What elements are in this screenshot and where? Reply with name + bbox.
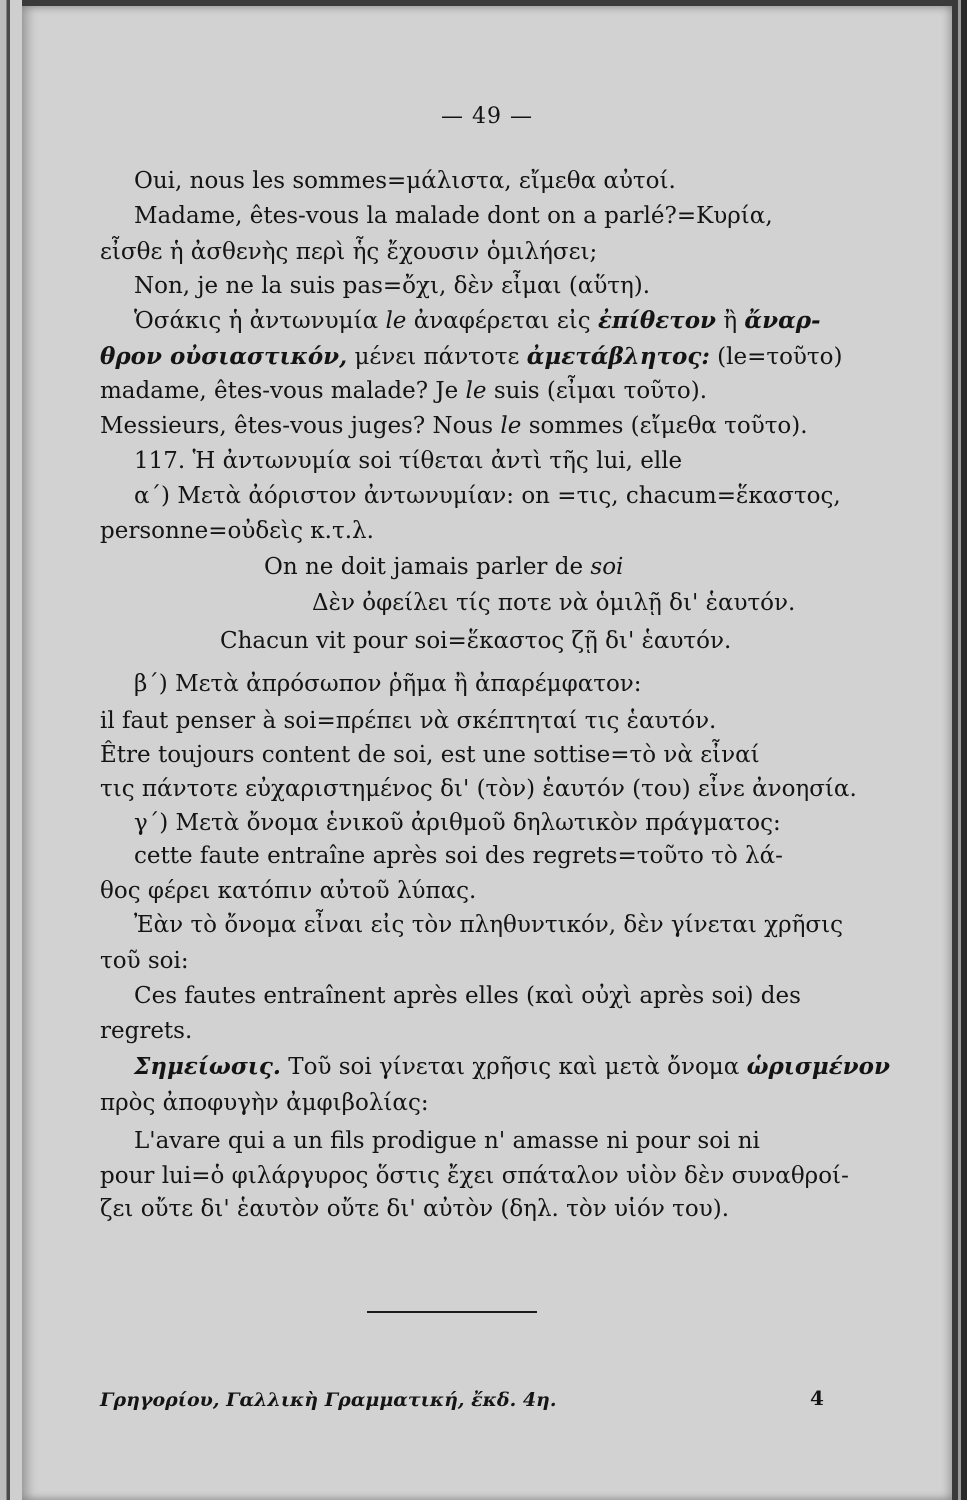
text-span: ἄναρ- [744,307,821,334]
text-line: Ἐὰν τὸ ὄνομα εἶναι εἰς τὸν πληθυντικόν, δὲν γίνεται χρῆσις [134,912,843,938]
text-line [134,1052,894,1082]
text-line: il faut penser à soi=πρέπει νὰ σκέπτηταί τις ἑαυτόν. [100,708,717,734]
text-line: τις πάντοτε εὐχαριστημένος δι' (τὸν) ἑαυτόν (του) εἶνε ἀνοησία. [100,776,857,802]
text-span: Ὁσάκις ἡ ἀντωνυμία [134,308,379,334]
text-line: α΄) Μετὰ ἀόριστον ἀντωνυμίαν: on =τις, chacum=ἕκαστος, [134,483,841,509]
section-rule [367,1311,537,1313]
text-span: ἀναφέρεται εἰς [413,308,591,334]
text-line: personne=οὐδεὶς κ.τ.λ. [100,518,374,544]
text-line: Oui, nous les sommes=μάλιστα, εἴμεθα αὐτοί. [134,168,676,194]
text-line: πρὸς ἀποφυγὴν ἀμφιβολίας: [100,1090,429,1116]
text-line [264,552,967,582]
text-span: madame, êtes-vous malade? Je [100,378,459,404]
text-span: (le=τοῦτο) [717,344,843,370]
text-line: εἶσθε ἡ ἀσθενὴς περὶ ἧς ἔχουσιν ὁμιλήσει; [100,239,598,265]
text-line: 117. Ἡ ἀντωνυμία soi τίθεται ἀντὶ τῆς lui, elle [134,448,683,474]
text-line: γ΄) Μετὰ ὄνομα ἑνικοῦ ἀριθμοῦ δηλωτικὸν πράγματος: [134,810,781,836]
text-line: Ces fautes entraînent après elles (καὶ οὐχὶ après soi) des [134,983,801,1009]
text-line [100,342,860,372]
text-span: sommes (εἴμεθα τοῦτο). [528,413,808,439]
page-number: — 49 — [441,104,533,129]
text-span: ἐπίθετον [597,307,716,334]
text-line: θος φέρει κατόπιν αὐτοῦ λύπας. [100,878,477,904]
text-span: suis (εἶμαι τοῦτο). [493,378,708,404]
page-sheet [22,6,952,1500]
text-span: ἀμετάβλητος: [526,343,710,370]
text-line: Δὲν ὀφείλει τίς ποτε νὰ ὁμιλῇ δι' ἑαυτόν. [312,590,796,616]
text-span: μένει πάντοτε [354,344,520,370]
text-line: Madame, êtes-vous la malade dont on a parlé?=Κυρία, [134,203,773,229]
text-line: Non, je ne la suis pas=ὄχι, δὲν εἶμαι (αὕτη). [134,273,651,299]
text-span: le [465,378,487,404]
text-line: β΄) Μετὰ ἀπρόσωπον ῥῆμα ἢ ἀπαρέμφατον: [134,671,642,697]
text-line [100,411,860,441]
text-line: Chacun vit pour soi=ἕκαστος ζῇ δι' ἑαυτόν. [220,628,732,654]
text-span: le [385,308,407,334]
text-span: Τοῦ soi γίνεται χρῆσις καὶ μετὰ ὄνομα [288,1054,740,1080]
text-span: On ne doit jamais parler de [264,554,584,580]
right-edge [952,0,967,1500]
signature-mark: 4 [810,1386,824,1410]
text-line: cette faute entraîne après soi des regrets=τοῦτο τὸ λά- [134,843,783,869]
text-span: ἢ [723,308,738,334]
text-line [100,376,860,406]
page-text [22,6,952,1500]
text-span: le [500,413,522,439]
text-line [134,306,894,336]
binding-edge [0,0,22,1500]
text-line: Être toujours content de soi, est une sottise=τὸ νὰ εἶναί [100,742,760,768]
footer-citation: Γρηγορίου, Γαλλικὴ Γραμματική, ἔκδ. 4η. [100,1389,557,1411]
note-heading: Σημείωσις. [134,1053,281,1080]
text-span: θρον οὐσιαστικόν, [100,343,348,370]
text-line: L'avare qui a un fils prodigue n' amasse ni pour soi ni [134,1128,760,1154]
text-span: Messieurs, êtes-vous juges? Nous [100,413,494,439]
text-line: ζει οὔτε δι' ἑαυτὸν οὔτε δι' αὐτὸν (δηλ. τὸν υἱόν του). [100,1196,730,1222]
text-line: pour lui=ὁ φιλάργυρος ὅστις ἔχει σπάταλον υἱὸν δὲν συναθροί- [100,1163,849,1189]
text-line: τοῦ soi: [100,948,189,974]
text-line: regrets. [100,1018,193,1044]
text-span: ὡρισμένον [746,1053,890,1080]
text-span: soi [590,554,624,580]
